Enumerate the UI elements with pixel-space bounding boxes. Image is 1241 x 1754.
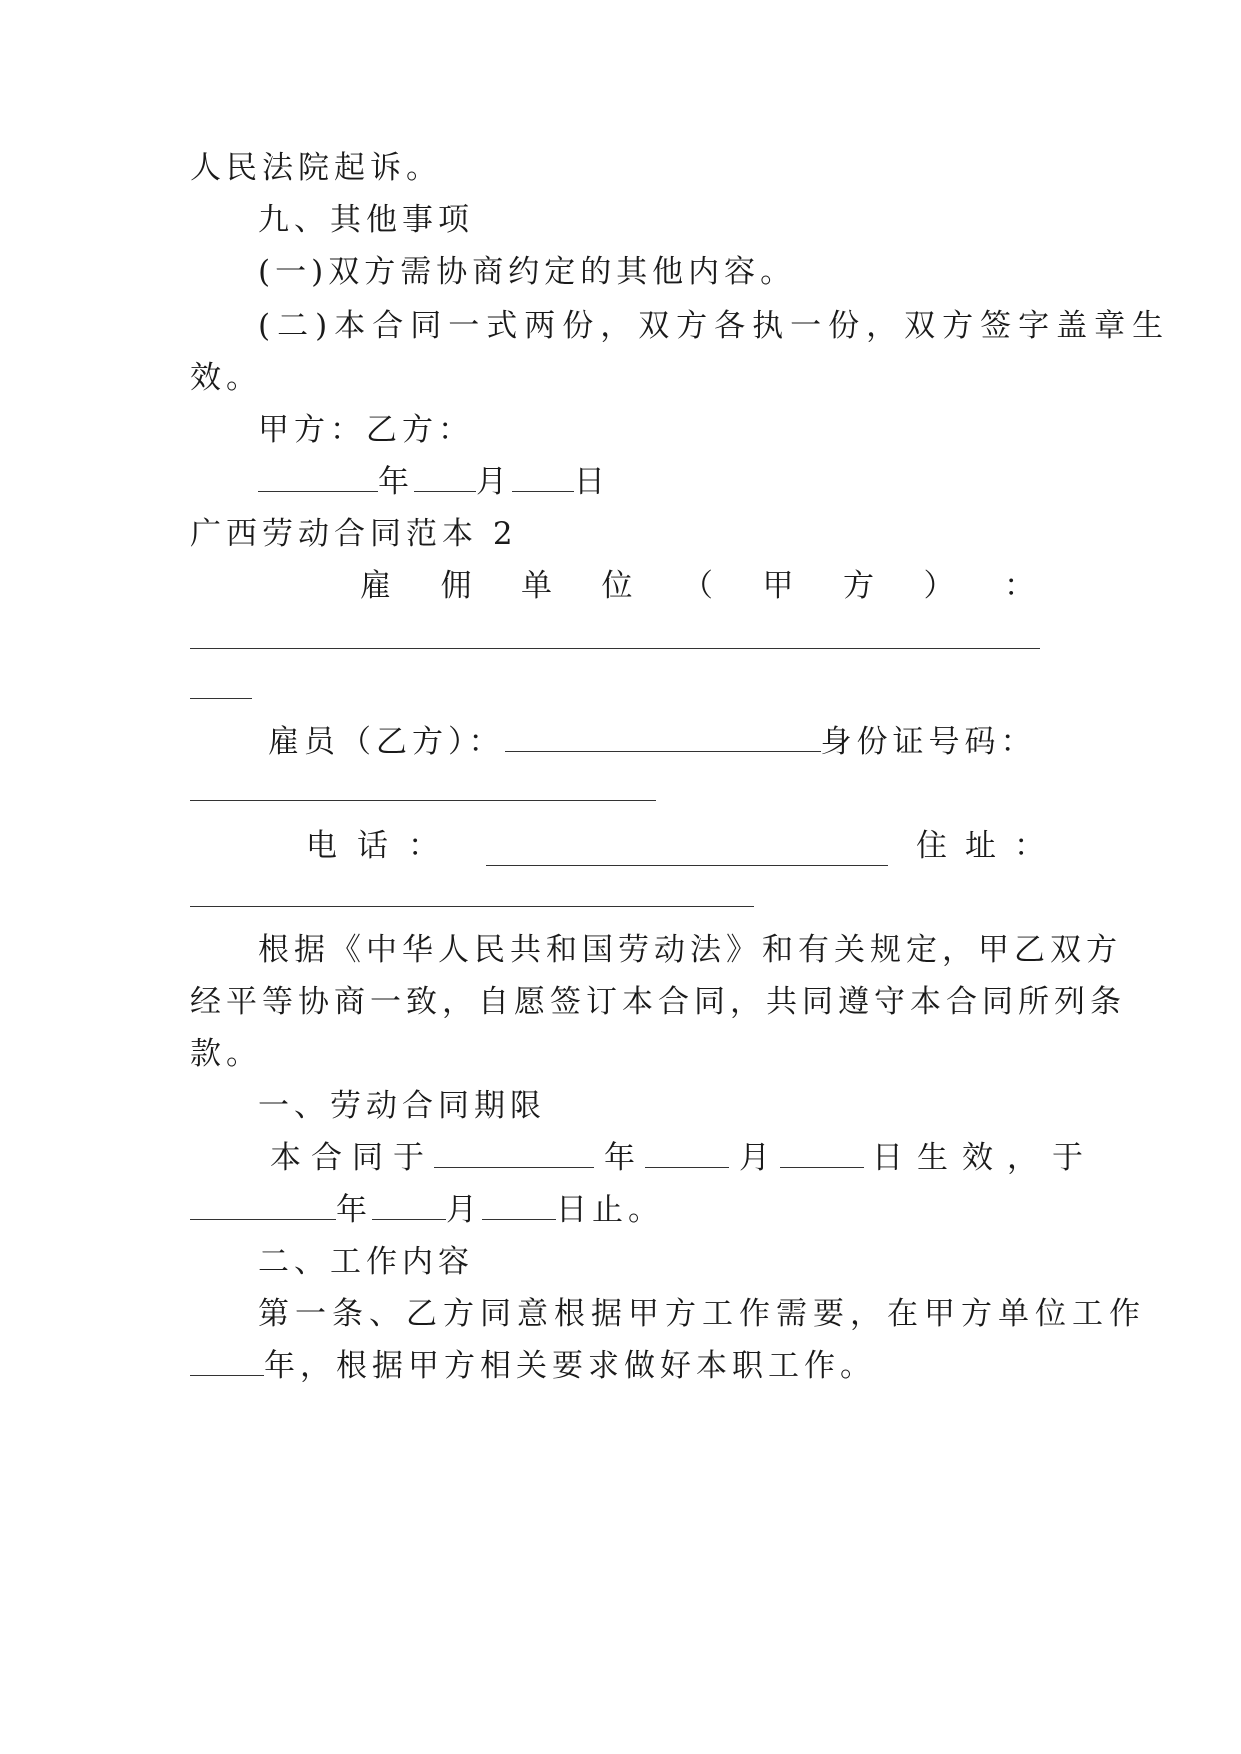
preamble-line: 经平等协商一致，自愿签订本合同，共同遵守本合同所列条 [190,984,1126,1020]
id-number-label: 身份证号码： [820,724,1037,760]
signature-parties: 甲方：乙方： [258,412,474,448]
term-end-line: 年 月 日止。 [190,1190,664,1230]
employee-line [268,722,1037,762]
text-line: 年，根据甲方相关要求做好本职工作。 [190,1346,876,1386]
address-label: 住 址 ： [916,828,1050,864]
start-month-blank[interactable] [645,1141,729,1168]
contact-line [306,826,1050,866]
employee-label: 雇员（乙方）： [268,724,505,760]
text-line: (一)双方需协商约定的其他内容。 [258,254,797,290]
text-line: 人民法院起诉。 [190,150,442,186]
section-heading: 九、其他事项 [258,202,474,238]
section-heading: 一、劳动合同期限 [258,1088,546,1124]
address-blank[interactable] [190,906,754,907]
employer-blank-cont[interactable] [190,698,252,699]
preamble-line: 根据《中华人民共和国劳动法》和有关规定，甲乙双方 [258,932,1122,968]
date-line: 年 月 日 [258,462,610,502]
text-line: 第一条、乙方同意根据甲方工作需要，在甲方单位工作 [258,1296,1146,1332]
section-heading: 二、工作内容 [258,1244,474,1280]
document-title: 广西劳动合同范本 2 [190,516,518,552]
start-year-blank[interactable] [434,1141,594,1168]
years-blank[interactable] [190,1349,264,1376]
employee-name-blank[interactable] [505,725,821,752]
end-year-blank[interactable] [190,1193,336,1220]
text-line: 效。 [190,360,262,396]
phone-blank[interactable] [486,839,888,866]
year-blank[interactable] [258,465,378,492]
end-month-blank[interactable] [372,1193,446,1220]
term-start-line: 本合同于 年 月 日生效，于 [270,1140,1097,1176]
preamble-line: 款。 [190,1036,262,1072]
day-blank[interactable] [512,465,574,492]
phone-label: 电 话 ： [306,828,444,864]
month-blank[interactable] [414,465,476,492]
employer-blank[interactable] [190,648,1040,649]
text-line: (二)本合同一式两份，双方各执一份，双方签字盖章生 [258,308,1171,344]
start-day-blank[interactable] [780,1141,864,1168]
id-number-blank[interactable] [190,800,656,801]
end-day-blank[interactable] [482,1193,556,1220]
employer-label: 雇 佣 单 位 （ 甲 方 ） ： [360,568,1040,604]
